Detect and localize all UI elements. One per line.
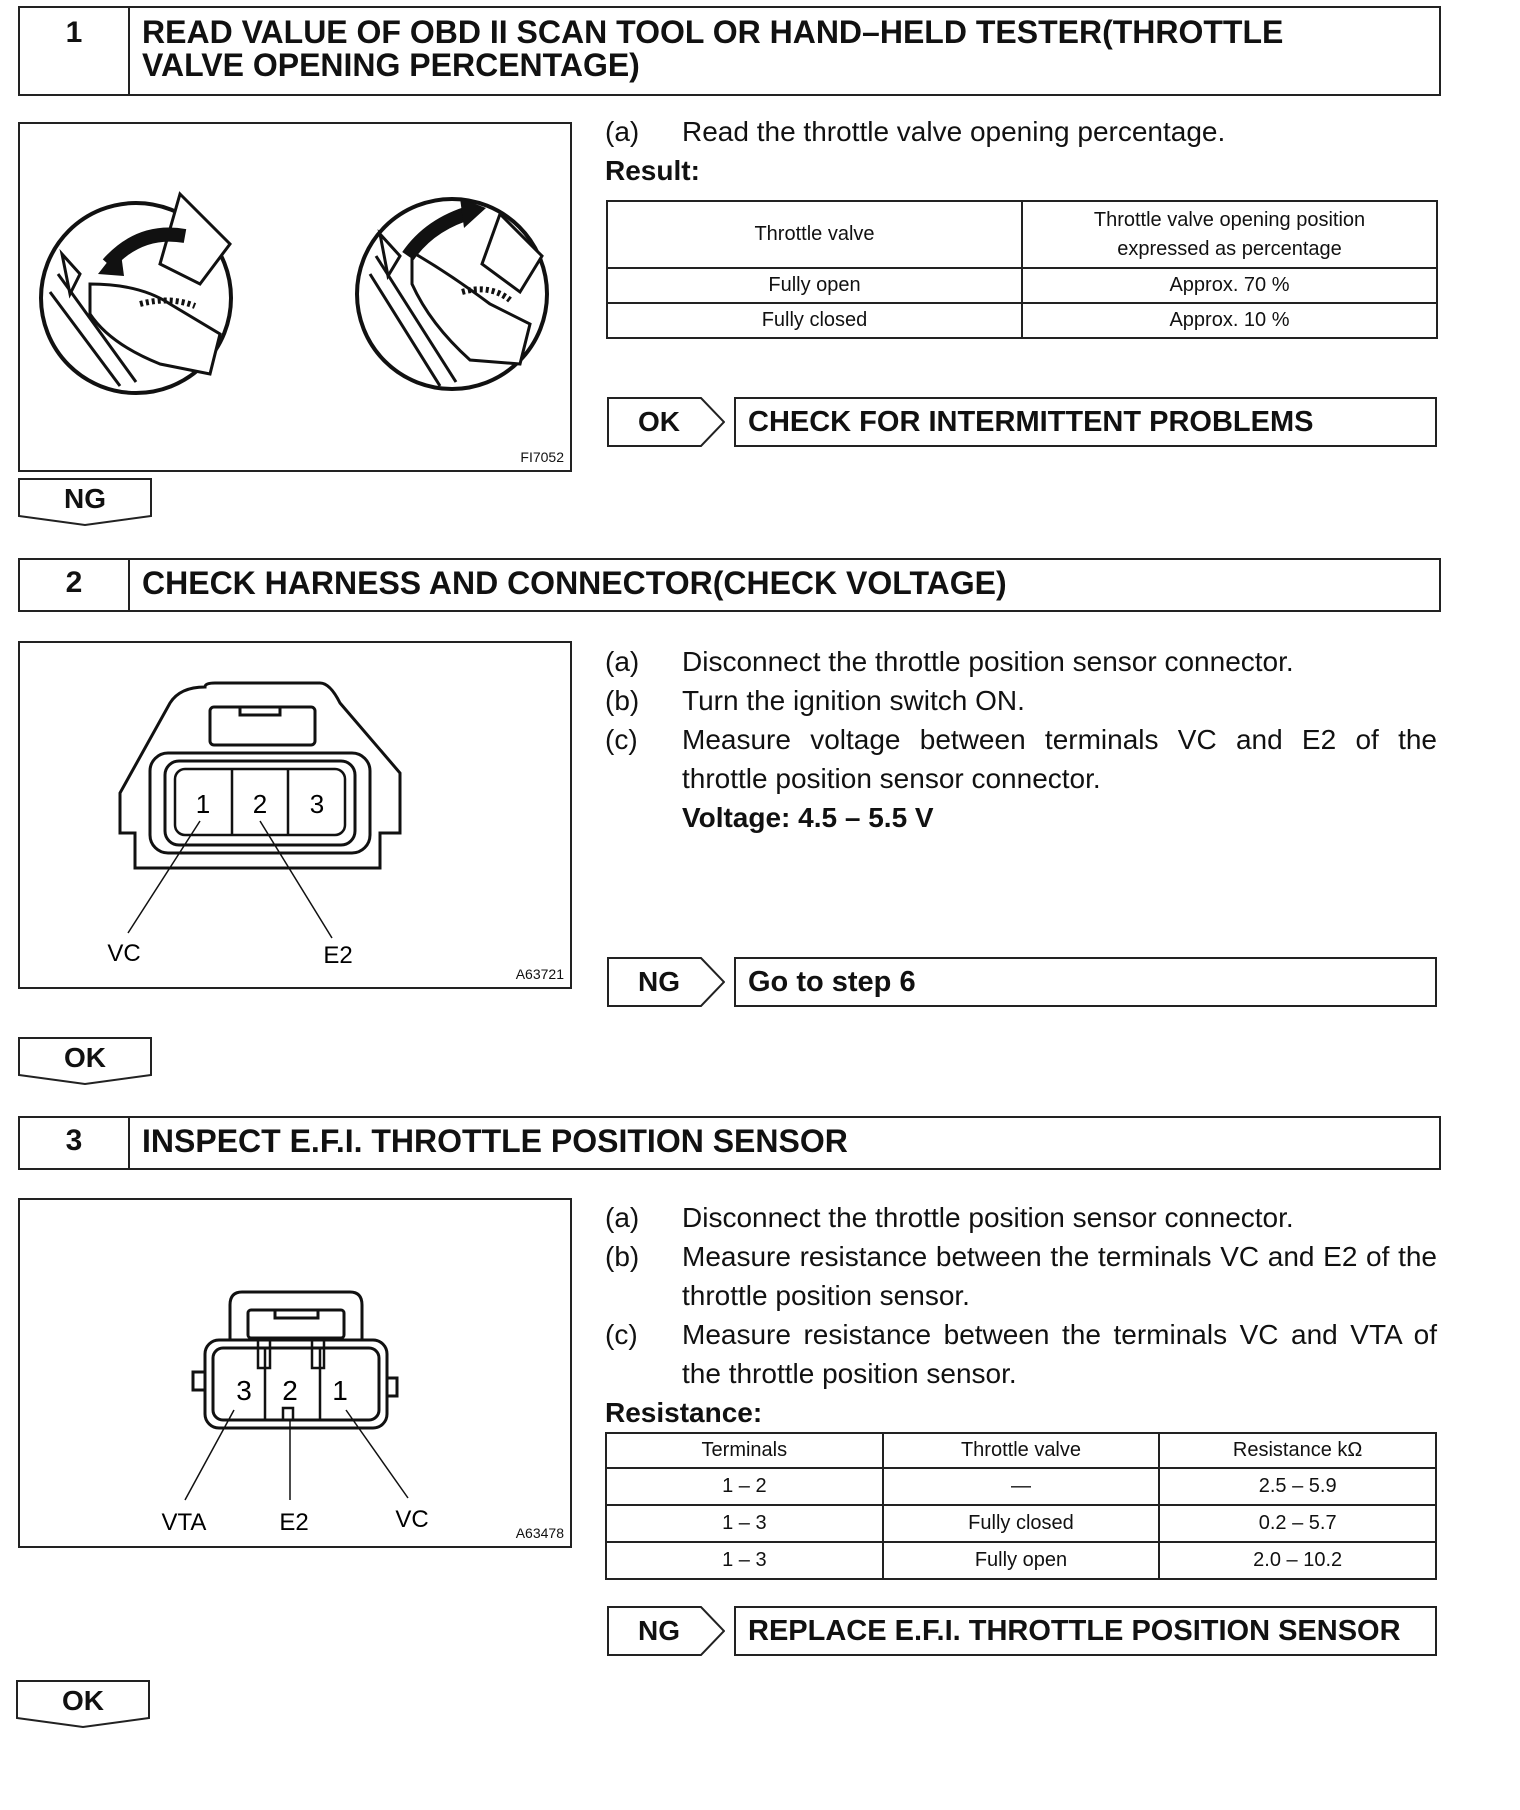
table-cell: 1 – 3 (606, 1505, 883, 1542)
callout-label: E2 (279, 1509, 309, 1536)
instruction-text: Disconnect the throttle position sensor connector. (682, 1202, 1294, 1233)
instruction-text: Measure voltage between terminals VC and E2 of the throttle position sensor connector. (682, 724, 1437, 794)
table-header: Terminals (606, 1433, 883, 1468)
table-row (607, 303, 1437, 338)
step2-title: CHECK HARNESS AND CONNECTOR(CHECK VOLTAGE) (142, 565, 1007, 601)
step1-figure-code: FI7052 (520, 449, 564, 465)
step3-number: 3 (20, 1118, 130, 1168)
step3-resistance-table (605, 1432, 1437, 1580)
callout-label: E2 (323, 942, 353, 969)
pedal-pressed-icon (357, 198, 547, 389)
step1-header (18, 6, 1441, 96)
step3-header (18, 1116, 1441, 1170)
instruction-label: (c) (605, 1319, 638, 1350)
table-row (606, 1505, 1436, 1542)
step2-ok-flow-tag (18, 1037, 152, 1085)
instruction-text: Turn the ignition switch ON. (682, 685, 1025, 716)
step1-branch-action: CHECK FOR INTERMITTENT PROBLEMS (734, 397, 1437, 447)
step2-instruction (605, 720, 1437, 798)
table-header: Throttle valve (883, 1433, 1160, 1468)
step1-instructions (605, 112, 1437, 190)
instruction-label: (b) (605, 1241, 640, 1272)
branch-tag-label: OK (638, 406, 680, 437)
table-header: Throttle valve opening position expressed as percentage (1022, 201, 1437, 268)
table-header: Throttle valve (607, 201, 1022, 268)
step1-result-table (606, 200, 1438, 339)
table-header-row (607, 201, 1437, 268)
table-cell: Fully closed (883, 1505, 1160, 1542)
terminal-label: 3 (236, 1375, 252, 1406)
terminal-label: 3 (309, 789, 325, 819)
instruction-text: Measure resistance between the terminals VC and E2 of the throttle position sensor. (682, 1241, 1437, 1311)
terminal-label: 1 (332, 1375, 348, 1406)
step3-branch-action: REPLACE E.F.I. THROTTLE POSITION SENSOR (734, 1606, 1437, 1656)
instruction-label: (a) (605, 116, 640, 147)
step2-number: 2 (20, 560, 130, 610)
connector-diagram (20, 643, 570, 987)
table-header: Resistance kΩ (1159, 1433, 1436, 1468)
step3-instruction (605, 1315, 1437, 1393)
instruction-text: Read the throttle valve opening percentage. (682, 116, 1226, 147)
table-cell: 2.5 – 5.9 (1159, 1468, 1436, 1505)
step2-figure-code: A63721 (515, 966, 564, 982)
flow-tag-label: NG (64, 483, 106, 514)
table-cell: Fully open (607, 268, 1022, 303)
branch-tag-label: NG (638, 1615, 680, 1646)
callout-label: VC (395, 1506, 429, 1533)
throttle-pedal-illustration (20, 124, 570, 470)
vc-leader-line (128, 821, 200, 933)
step1-ok-branch-tag (607, 397, 725, 447)
step3-title: INSPECT E.F.I. THROTTLE POSITION SENSOR (142, 1123, 848, 1159)
flow-tag-label: OK (62, 1685, 104, 1716)
step1-figure (18, 122, 572, 472)
table-cell: 2.0 – 10.2 (1159, 1542, 1436, 1579)
terminal-label: 2 (282, 1375, 298, 1406)
callout-label: VC (107, 940, 141, 967)
step2-ng-branch-tag (607, 957, 725, 1007)
step2-header (18, 558, 1441, 612)
step3-ng-branch-tag (607, 1606, 725, 1656)
vc-leader-line (346, 1410, 408, 1498)
step1-result-label: Result: (605, 155, 700, 186)
table-row (606, 1468, 1436, 1505)
step2-branch-action: Go to step 6 (734, 957, 1437, 1007)
instruction-text: Measure resistance between the terminals VC and VTA of the throttle position sensor. (682, 1319, 1437, 1389)
step1-number: 1 (20, 8, 130, 94)
sensor-connector-diagram (20, 1200, 570, 1546)
table-cell: Fully open (883, 1542, 1160, 1579)
step1-title-line2: VALVE OPENING PERCENTAGE) (142, 47, 640, 83)
step1-ng-flow-tag (18, 478, 152, 526)
step2-instruction (605, 681, 1437, 720)
table-row (607, 268, 1437, 303)
step2-voltage-spec: Voltage: 4.5 – 5.5 V (682, 802, 934, 833)
instruction-label: (b) (605, 685, 640, 716)
terminal-label: 1 (195, 789, 211, 819)
table-header-row (606, 1433, 1436, 1468)
step1-title-line1: READ VALUE OF OBD II SCAN TOOL OR HAND–HELD TESTER(THROTTLE (142, 14, 1284, 50)
table-cell: Approx. 70 % (1022, 268, 1437, 303)
table-cell: 1 – 3 (606, 1542, 883, 1579)
terminal-label: 2 (252, 789, 268, 819)
instruction-label: (a) (605, 646, 640, 677)
instruction-text: Disconnect the throttle position sensor connector. (682, 646, 1294, 677)
instruction-label: (a) (605, 1202, 640, 1233)
table-cell: — (883, 1468, 1160, 1505)
flow-tag-label: OK (64, 1042, 106, 1073)
step3-instruction (605, 1237, 1437, 1315)
table-cell: 0.2 – 5.7 (1159, 1505, 1436, 1542)
step2-instructions (605, 642, 1437, 837)
step1-title (130, 8, 1439, 94)
step3-figure-code: A63478 (515, 1525, 564, 1541)
step3-figure (18, 1198, 572, 1548)
table-cell: Approx. 10 % (1022, 303, 1437, 338)
table-cell: Fully closed (607, 303, 1022, 338)
branch-tag-label: NG (638, 966, 680, 997)
step2-figure (18, 641, 572, 989)
step3-instructions (605, 1198, 1437, 1432)
e2-leader-line (260, 821, 332, 938)
pedal-released-icon (41, 194, 231, 393)
table-cell: 1 – 2 (606, 1468, 883, 1505)
step2-instruction (605, 642, 1437, 681)
sensor-housing-icon (193, 1292, 397, 1428)
step3-result-label: Resistance: (605, 1397, 763, 1428)
callout-label: VTA (161, 1509, 207, 1536)
table-row (606, 1542, 1436, 1579)
connector-housing-icon (120, 683, 400, 868)
step1-instruction (605, 112, 1437, 151)
step3-instruction (605, 1198, 1437, 1237)
instruction-label: (c) (605, 724, 638, 755)
step3-ok-flow-tag (16, 1680, 150, 1728)
